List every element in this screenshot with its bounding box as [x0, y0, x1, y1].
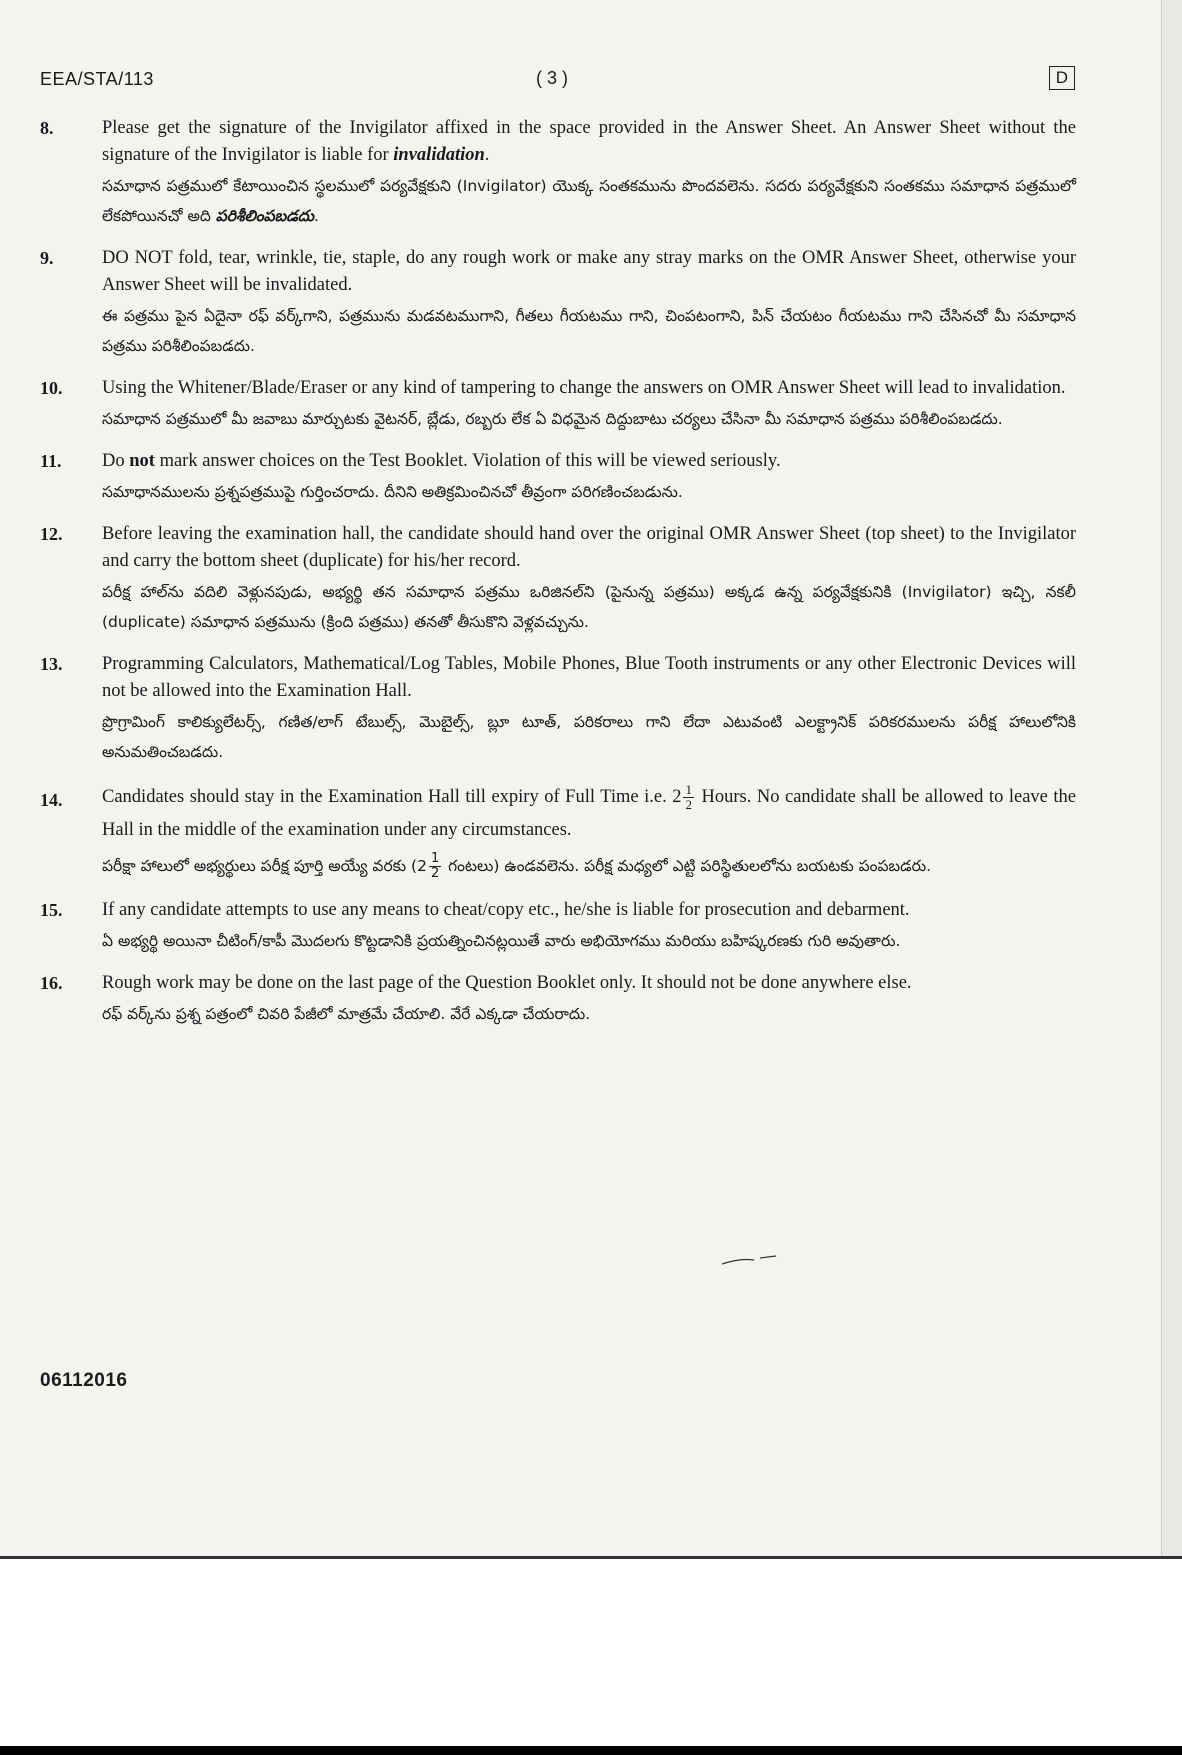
- paper-code: EEA/STA/113: [40, 69, 154, 89]
- page-edge: [1161, 0, 1182, 1558]
- instruction-english: Do not mark answer choices on the Test Booklet. Violation of this will be viewed seriously.: [102, 451, 781, 471]
- instruction-number: 9.: [40, 248, 54, 268]
- footer-code: 06112016: [40, 1370, 128, 1391]
- scan-background: [0, 1559, 1182, 1755]
- instruction-english: Candidates should stay in the Examination Hall till expiry of Full Time i.e. 2 $\frac{1}{2}$ Hours. No candidate shall be allowed to leave the Hall in the middle of the examination under any circumstances.: [102, 782, 1076, 840]
- instruction-10: [40, 375, 1076, 434]
- instruction-12: [40, 521, 1076, 637]
- fraction-half: $\frac{1}{2}$: [685, 782, 692, 813]
- instruction-number: 8.: [40, 118, 54, 138]
- instruction-16: [40, 970, 1076, 1029]
- instruction-number: 10.: [40, 378, 63, 398]
- instruction-9: [40, 245, 1076, 361]
- instruction-english: Rough work may be done on the last page of the Question Booklet only. It should not be done anywhere else.: [102, 973, 912, 993]
- instruction-15: [40, 897, 1076, 956]
- page-header: [40, 66, 1075, 96]
- instruction-number: 16.: [40, 973, 63, 993]
- instruction-14: [40, 781, 1076, 883]
- instruction-telugu: సమాధాన పత్రములో కేటాయించిన స్థలములో పర్యవేక్షకుని (Invigilator) యొక్క సంతకమును పొందవలెను. సదరు పర్యవేక్షకుని సంతకము సమాధాన పత్రములో లేకపోయినచో అది పరిశీలింపబడదు.: [102, 177, 1076, 225]
- instruction-telugu: రఫ్ వర్క్‌ను ప్రశ్న పత్రంలో చివరి పేజీలో మాత్రమే చేయాలి. వేరే ఎక్కడా చేయరాదు.: [102, 1005, 591, 1023]
- page-number: ( 3 ): [536, 68, 569, 88]
- instruction-telugu: ఏ అభ్యర్థి అయినా చీటింగ్/కాపీ మొదలగు కొట్టడానికి ప్రయత్నించినట్లయితే వారు అభియోగము మరియు బహిష్కరణకు గురి అవుతారు.: [102, 932, 901, 950]
- instructions-list: [40, 115, 1076, 1043]
- instruction-english: Before leaving the examination hall, the candidate should hand over the original OMR Answer Sheet (top sheet) to the Invigilator and carry the bottom sheet (duplicate) for his/her record.: [102, 524, 1076, 571]
- instruction-number: 12.: [40, 524, 63, 544]
- fraction-half: $\frac{1}{2}$: [430, 851, 440, 881]
- instruction-english: Using the Whitener/Blade/Eraser or any kind of tampering to change the answers on OMR Answer Sheet will lead to invalidation.: [102, 378, 1066, 398]
- instruction-telugu: పరీక్ష హాల్‌ను వదిలి వెళ్లునపుడు, అభ్యర్థి తన సమాధాన పత్రము ఒరిజినల్‌ని (పైనున్న పత్రము) అక్కడ ఉన్న పర్యవేక్షకునికి (Invigilator) ఇచ్చి, నకలీ (duplicate) సమాధాన పత్రమును (క్రింది పత్రము) తనతో తీసుకొని వెళ్లవచ్చును.: [102, 583, 1076, 631]
- instruction-telugu: సమాధాన పత్రములో మీ జవాబు మార్చుటకు వైటనర్, బ్లేడు, రబ్బరు లేక ఏ విధమైన దిద్దుబాటు చర్యలు చేసినా మీ సమాధాన పత్రము పరిశీలింపబడదు.: [102, 410, 1003, 428]
- instruction-13: [40, 651, 1076, 767]
- instruction-number: 11.: [40, 451, 62, 471]
- instruction-telugu: పరీక్షా హాలులో అభ్యర్థులు పరీక్ష పూర్తి అయ్యే వరకు (2 $\frac{1}{2}$ గంటలు) ఉండవలెను. పరీక్ష మధ్యలో ఎట్టి పరిస్థితులలోను బయటకు పంపబడరు.: [102, 851, 932, 881]
- pen-mark: [720, 1254, 780, 1268]
- series-box: D: [1049, 66, 1075, 90]
- instruction-number: 14.: [40, 790, 63, 810]
- instruction-number: 15.: [40, 900, 63, 920]
- instruction-number: 13.: [40, 654, 63, 674]
- instruction-telugu: ఈ పత్రము పైన ఏదైనా రఫ్ వర్క్‌గాని, పత్రమును మడవటముగాని, గీతలు గీయటము గాని, చింపటంగాని, పిన్ చేయటం గీయటము గాని చేసినచో మీ సమాధాన పత్రము పరిశీలింపబడదు.: [102, 307, 1076, 355]
- instruction-english: DO NOT fold, tear, wrinkle, tie, staple, do any rough work or make any stray marks on the OMR Answer Sheet, otherwise your Answer Sheet will be invalidated.: [102, 248, 1076, 295]
- scan-border: [0, 1746, 1182, 1755]
- instruction-8: [40, 115, 1076, 231]
- instruction-english: Please get the signature of the Invigilator affixed in the space provided in the Answer Sheet. An Answer Sheet without the signature of the Invigilator is liable for invalidation.: [102, 118, 1076, 165]
- instruction-english: Programming Calculators, Mathematical/Log Tables, Mobile Phones, Blue Tooth instruments or any other Electronic Devices will not be allowed into the Examination Hall.: [102, 654, 1076, 701]
- instruction-telugu: సమాధానములను ప్రశ్నపత్రముపై గుర్తించరాదు. దీనిని అతిక్రమించినచో తీవ్రంగా పరిగణించబడును.: [102, 483, 683, 501]
- instruction-11: [40, 448, 1076, 507]
- instruction-english: If any candidate attempts to use any means to cheat/copy etc., he/she is liable for prosecution and debarment.: [102, 900, 910, 920]
- instruction-telugu: ప్రొగ్రామింగ్ కాలిక్యులేటర్స్, గణిత/లాగ్ టేబుల్స్, మొబైల్స్, బ్లూ టూత్, పరికరాలు గాని లేదా ఎటువంటి ఎలక్ట్రానిక్ పరికరములను పరీక్ష హాలులోనికి అనుమతించబడదు.: [102, 713, 1076, 761]
